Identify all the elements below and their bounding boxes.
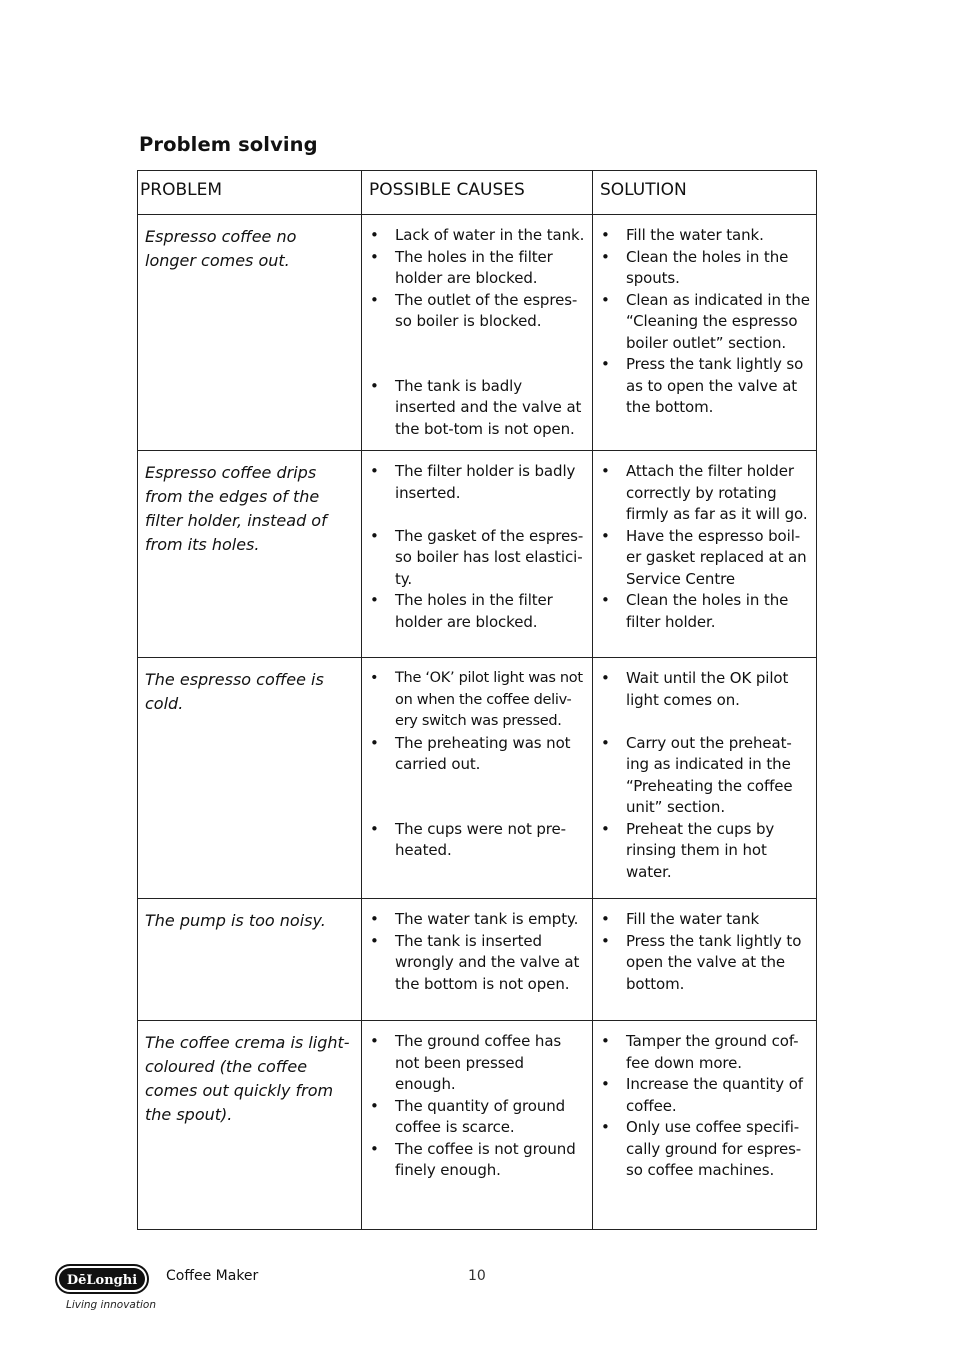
causes-cell <box>362 1021 593 1230</box>
solution-item: • Press the tank lightly so as to open the valve at the bottom. <box>600 354 810 419</box>
cause-item: • The ground coffee has not been pressed enough. <box>369 1031 586 1096</box>
solution-item: • Clean as indicated in the “Cleaning the espresso boiler outlet” section. <box>600 290 810 355</box>
cause-item: • The holes in the filter holder are blocked. <box>369 590 586 633</box>
solution-item: • Increase the quantity of coffee. <box>600 1074 810 1117</box>
table-row <box>138 215 817 451</box>
header-solution: SOLUTION <box>593 171 817 215</box>
table-row <box>138 1021 817 1230</box>
problem-cell: Espresso coffee drips from the edges of the filter holder, instead of from its holes. <box>138 451 362 658</box>
solutions-cell <box>593 451 817 658</box>
cause-item: • The gasket of the espres-so boiler has lost elastici-ty. <box>369 526 586 591</box>
solutions-cell <box>593 1021 817 1230</box>
causes-cell <box>362 899 593 1021</box>
cause-item: • The water tank is empty. <box>369 909 586 931</box>
solution-item: • Tamper the ground cof-fee down more. <box>600 1031 810 1074</box>
solutions-cell <box>593 215 817 451</box>
header-problem: PROBLEM <box>138 171 362 215</box>
problem-cell: Espresso coffee no longer comes out. <box>138 215 362 451</box>
cause-item: • The holes in the filter holder are blocked. <box>369 247 586 290</box>
delonghi-logo-icon <box>55 1264 149 1294</box>
solution-item: • Clean the holes in the spouts. <box>600 247 810 290</box>
cause-item: • The cups were not pre-heated. <box>369 819 586 862</box>
solutions-cell <box>593 658 817 899</box>
cause-item: • The outlet of the espres-so boiler is blocked. <box>369 290 586 333</box>
solutions-cell <box>593 899 817 1021</box>
cause-item: • The tank is badly inserted and the valve at the bot-tom is not open. <box>369 376 586 441</box>
causes-cell <box>362 658 593 899</box>
solution-item: • Preheat the cups by rinsing them in hot water. <box>600 819 810 884</box>
page-number: 10 <box>468 1268 486 1284</box>
cause-item: • The filter holder is badly inserted. <box>369 461 586 504</box>
table-row <box>138 451 817 658</box>
brand-tagline: Living innovation <box>66 1299 156 1311</box>
product-name: Coffee Maker <box>166 1268 259 1284</box>
table-header-row <box>138 171 817 215</box>
cause-item: • The quantity of ground coffee is scarce. <box>369 1096 586 1139</box>
header-possible-causes: POSSIBLE CAUSES <box>362 171 593 215</box>
problem-cell: The pump is too noisy. <box>138 899 362 1021</box>
solution-item: • Fill the water tank. <box>600 225 810 247</box>
problem-cell: The espresso coffee is cold. <box>138 658 362 899</box>
solution-item: • Clean the holes in the filter holder. <box>600 590 810 633</box>
solution-item: • Attach the filter holder correctly by rotating firmly as far as it will go. <box>600 461 810 526</box>
solution-item: • Fill the water tank <box>600 909 810 931</box>
solution-item: • Carry out the preheat-ing as indicated in the “Preheating the coffee unit” section. <box>600 733 810 819</box>
cause-item: • The preheating was not carried out. <box>369 733 586 776</box>
brand-wordmark: DēLonghi <box>66 1273 138 1288</box>
cause-item: • The coffee is not ground finely enough. <box>369 1139 586 1182</box>
causes-cell <box>362 451 593 658</box>
cause-item: • Lack of water in the tank. <box>369 225 586 247</box>
solution-item: • Press the tank lightly to open the valve at the bottom. <box>600 931 810 996</box>
page-title: Problem solving <box>139 133 318 156</box>
causes-cell <box>362 215 593 451</box>
table-row <box>138 899 817 1021</box>
cause-item: • The tank is inserted wrongly and the valve at the bottom is not open. <box>369 931 586 996</box>
solution-item: • Only use coffee specifi-cally ground for espres-so coffee machines. <box>600 1117 810 1182</box>
cause-item: • The ‘OK’ pilot light was not on when the coffee deliv-ery switch was pressed. <box>369 668 586 733</box>
problem-solving-table <box>137 170 817 1230</box>
solution-item: • Have the espresso boil-er gasket replaced at an Service Centre <box>600 526 810 591</box>
solution-item: • Wait until the OK pilot light comes on. <box>600 668 810 711</box>
problem-cell: The coffee crema is light-coloured (the coffee comes out quickly from the spout). <box>138 1021 362 1230</box>
table-row <box>138 658 817 899</box>
